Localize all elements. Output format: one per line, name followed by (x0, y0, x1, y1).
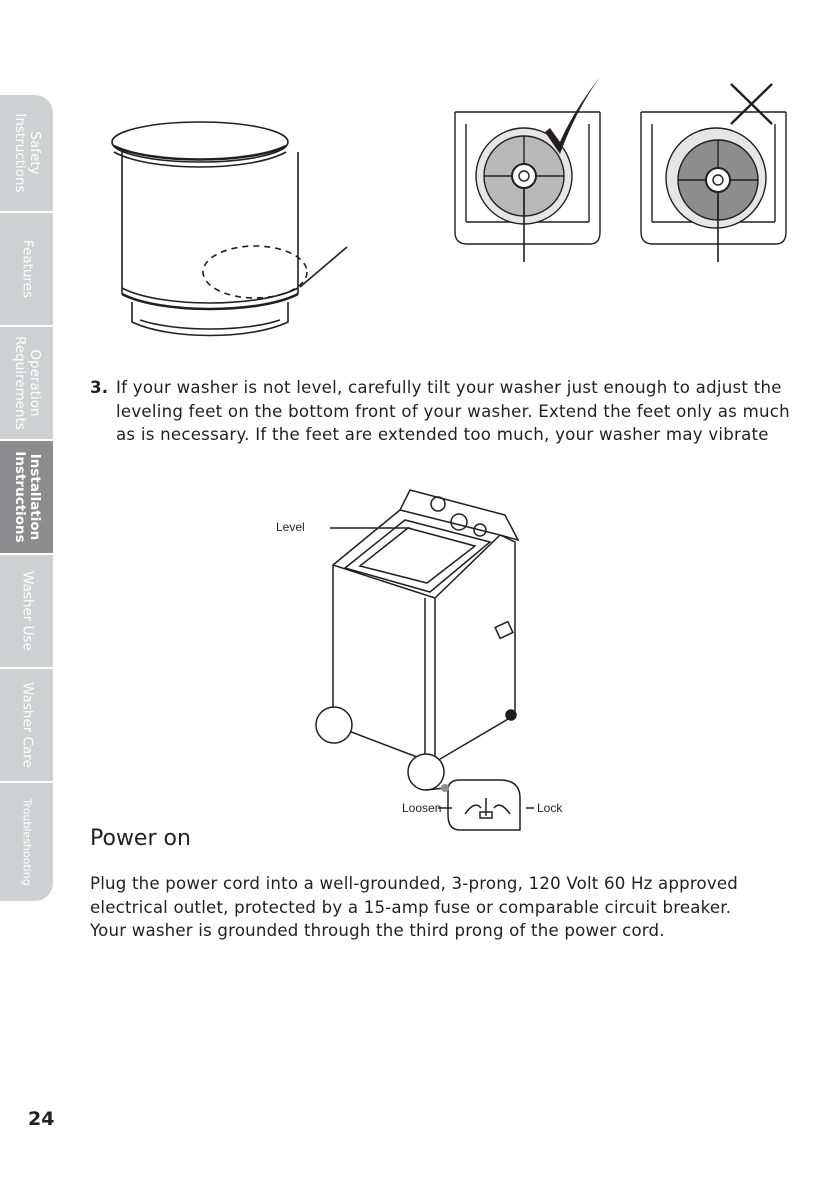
side-tabs (0, 95, 53, 901)
tab-features[interactable]: Features (0, 213, 53, 327)
tab-troubleshooting[interactable]: Troubleshooting (0, 783, 53, 901)
step-3 (90, 376, 790, 447)
tab-washer-care[interactable]: Washer Care (0, 669, 53, 783)
tab-operation-requirements[interactable]: Operation Requirements (0, 327, 53, 441)
label-lock: Lock (537, 801, 563, 815)
tub-illustration (110, 112, 360, 342)
section-heading: Power on (90, 826, 191, 851)
page-number: 24 (28, 1108, 55, 1130)
drum-correct-illustration (450, 72, 605, 262)
label-level: Level (276, 520, 305, 534)
step-text: If your washer is not level, carefully tilt your washer just enough to adjust the leveling feet on the bottom front of your washer. Extend the feet only as much as is necessary. If the feet are extended too much, your washer may vibrate (116, 378, 790, 444)
step-number: 3. (90, 378, 109, 397)
section-body: Plug the power cord into a well-grounded, 3-prong, 120 Volt 60 Hz approved electrical outlet, protected by a 15-amp fuse or comparable circuit breaker. Your washer is grounded through the third prong of the power cord. (90, 874, 739, 940)
tab-washer-use[interactable]: Washer Use (0, 555, 53, 669)
washer-leveling-illustration (300, 480, 540, 840)
drum-incorrect-illustration (636, 72, 791, 262)
tab-safety-instructions[interactable]: Safety Instructions (0, 95, 53, 213)
label-loosen: Loosen (402, 801, 442, 815)
tab-installation-instructions[interactable]: Installation Instructions (0, 441, 53, 555)
